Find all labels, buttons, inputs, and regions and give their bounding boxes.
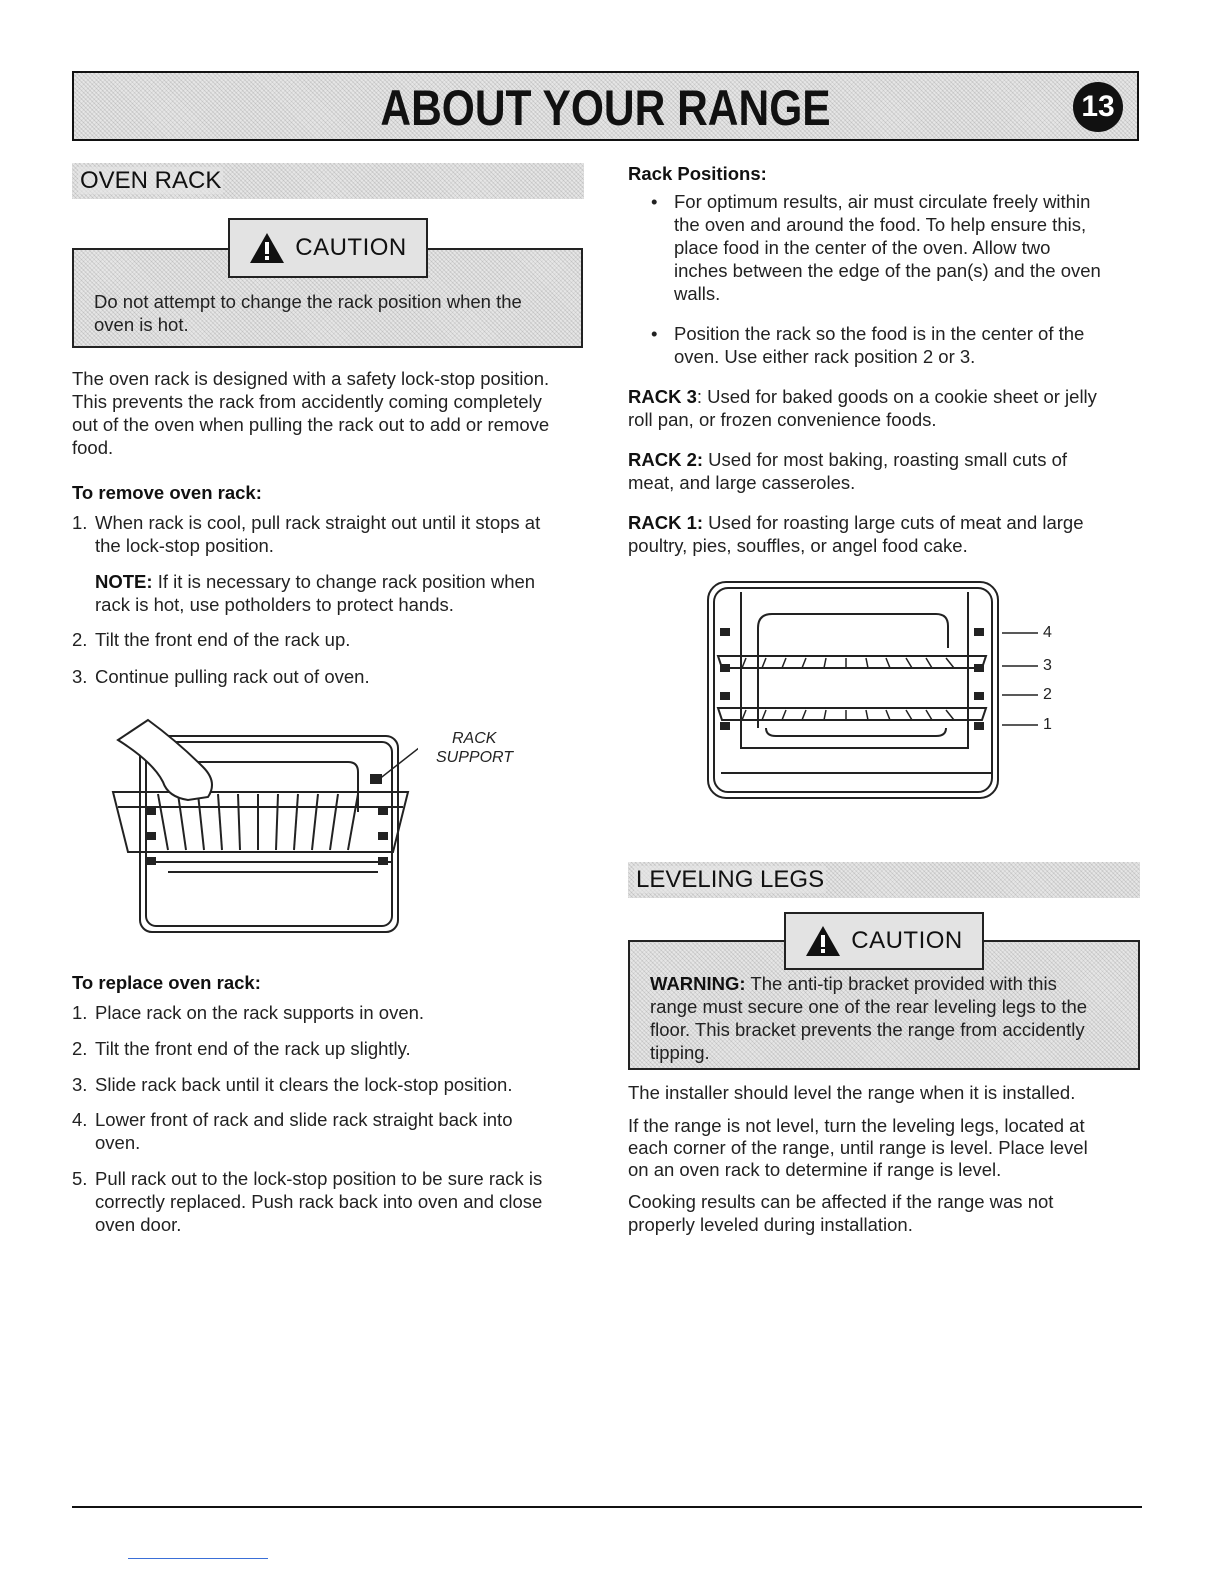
warning-triangle-icon: [805, 925, 841, 957]
rack-2-desc-1: RACK 2: Used for most baking, roasting small cuts of: [628, 449, 1068, 470]
rack-positions-heading: Rack Positions:: [628, 163, 767, 184]
rack-position-leader-lines: [1002, 625, 1042, 735]
rack-1-desc-1: RACK 1: Used for roasting large cuts of meat and large: [628, 512, 1084, 533]
bullet-1-cont-2: place food in the center of the oven. Allow two: [674, 237, 1051, 258]
note-line-2: rack is hot, use potholders to protect hands.: [95, 594, 454, 615]
rack-2-desc-2: meat, and large casseroles.: [628, 472, 856, 493]
rack-3-desc-1: RACK 3: Used for baked goods on a cookie sheet or jelly: [628, 386, 1097, 407]
bullet-1-cont-4: walls.: [674, 283, 721, 304]
warning-line-2: range must secure one of the rear leveling legs to the: [650, 996, 1088, 1017]
page-number-badge: 13: [1073, 82, 1123, 132]
oven-rack-intro-3: out of the oven when pulling the rack out to add or remove: [72, 414, 550, 435]
oven-rack-intro-4: food.: [72, 437, 114, 458]
replace-step-4-cont: oven.: [95, 1132, 141, 1153]
page-title: ABOUT YOUR RANGE: [380, 80, 831, 136]
leveling-para-3-line-2: properly leveled during installation.: [628, 1214, 913, 1235]
warning-line-1: WARNING: The anti-tip bracket provided with this: [650, 973, 1057, 994]
remove-step-1-cont: the lock-stop position.: [95, 535, 274, 556]
replace-rack-heading: To replace oven rack:: [72, 972, 261, 993]
leveling-caution-tab: [784, 912, 984, 970]
leveling-para-2-line-3: on an oven rack to determine if range is level.: [628, 1159, 1002, 1180]
oven-rack-intro-1: The oven rack is designed with a safety lock-stop position.: [72, 368, 550, 389]
footer-rule: [72, 1506, 1142, 1508]
rack-support-label-2: SUPPORT: [436, 749, 514, 766]
leveling-para-3-line-1: Cooking results can be affected if the range was not: [628, 1191, 1054, 1212]
warning-triangle-icon: [249, 232, 285, 264]
caution-label: CAUTION: [295, 234, 407, 261]
rack-removal-illustration: [108, 712, 418, 938]
bullet-1-cont-3: inches between the edge of the pan(s) and the oven: [674, 260, 1101, 281]
leveling-para-2-line-2: each corner of the range, until range is level. Place level: [628, 1137, 1088, 1158]
leveling-legs-heading: LEVELING LEGS: [628, 862, 1140, 898]
leveling-para-1: The installer should level the range when it is installed.: [628, 1082, 1076, 1103]
oven-rack-caution-line-1: Do not attempt to change the rack position when the: [94, 291, 522, 312]
replace-step-5-cont-2: oven door.: [95, 1214, 182, 1235]
rack-1-desc-2: poultry, pies, souffles, or angel food cake.: [628, 535, 968, 556]
page-header: [72, 71, 1139, 141]
caution-label: CAUTION: [851, 927, 963, 954]
replace-step-5-cont-1: correctly replaced. Push rack back into oven and close: [95, 1191, 543, 1212]
remove-rack-heading: To remove oven rack:: [72, 482, 262, 503]
warning-line-3: floor. This bracket prevents the range from accidently: [650, 1019, 1085, 1040]
note-line-1: NOTE: If it is necessary to change rack position when: [95, 571, 536, 592]
bullet-1-cont-1: the oven and around the food. To help ensure this,: [674, 214, 1087, 235]
oven-rack-caution-tab: [228, 218, 428, 278]
warning-line-4: tipping.: [650, 1042, 710, 1063]
oven-rack-caution-line-2: oven is hot.: [94, 314, 189, 335]
footer-link-underline: [128, 1558, 268, 1559]
rack-support-label-1: RACK: [452, 730, 497, 747]
oven-rack-heading: OVEN RACK: [72, 163, 584, 199]
rack-position-2: 2: [1043, 686, 1052, 703]
leveling-para-2-line-1: If the range is not level, turn the leveling legs, located at: [628, 1115, 1085, 1136]
bullet-2-cont: oven. Use either rack position 2 or 3.: [674, 346, 976, 367]
rack-position-4: 4: [1043, 624, 1052, 641]
rack-3-desc-2: roll pan, or frozen convenience foods.: [628, 409, 937, 430]
rack-position-3: 3: [1043, 657, 1052, 674]
rack-position-1: 1: [1043, 716, 1052, 733]
rack-positions-illustration: [706, 578, 1002, 802]
oven-rack-intro-2: This prevents the rack from accidently coming completely: [72, 391, 542, 412]
